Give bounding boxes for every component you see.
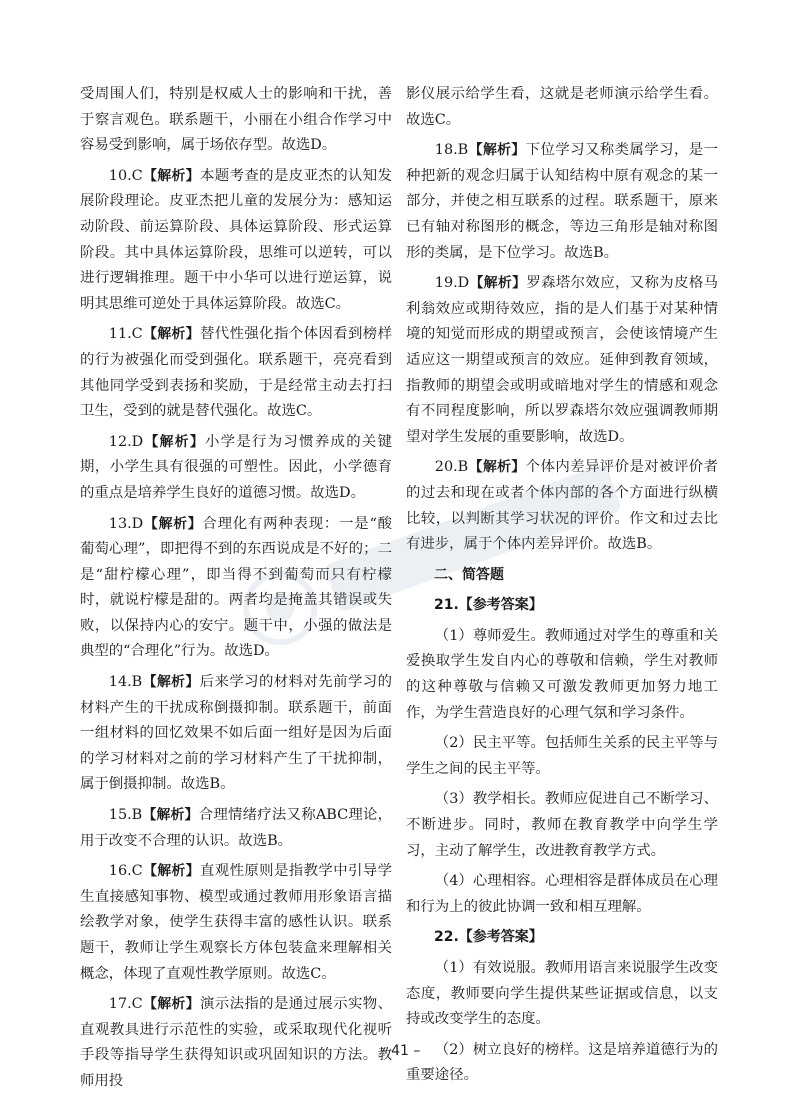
left-column — [80, 82, 392, 1100]
analysis-tag: 【解析】 — [469, 275, 527, 292]
explanation-text: 直观性原则是指教学中引导学生直接感知事物、模型或通过教师用形象语言描绘教学对象，使学生获得丰富的感性认识。联系题干，教师让学生观察长方体包装盒来理解相关概念，体现了直观性教学原则。故选C。 — [80, 863, 393, 982]
analysis-tag: 【解析】 — [142, 167, 200, 184]
question-number: 13.D — [108, 515, 144, 532]
answer-explanation — [80, 859, 392, 987]
question-number: 18.B — [434, 142, 469, 159]
explanation-text: 合理化有两种表现：一是“酸葡萄心理”，即把得不到的东西说成是不好的；二是“甜柠檬心理”，即当得不到葡萄而只有柠檬时，就说柠檬是甜的。两者均是掩盖其错误或失败，以保持内心的安宁。题干中，小强的做法是典型的“合理化”行为。故选D。 — [80, 515, 393, 660]
answer-point: （1）尊师爱生。教师通过对学生的尊重和关爱换取学生发自内心的尊敬和信赖，学生对教师的这种尊敬与信赖又可激发教师更加努力地工作，为学生营造良好的心理气氛和学习条件。 — [406, 627, 718, 721]
answer-point: （1）有效说服。教师用语言来说服学生改变态度，教师要向学生提供某些证据或信息，以支持或改变学生的态度。 — [406, 960, 718, 1028]
right-column — [406, 82, 718, 1094]
analysis-tag: 【解析】 — [143, 433, 205, 450]
section-heading: 21.【参考答案】 — [434, 597, 543, 614]
explanation-text: 演示法指的是通过展示实物、直观教具进行示范性的实验，或采取现代化视听手段等指导学生获得知识或巩固知识的方法。教师用投 — [80, 996, 393, 1089]
section-heading: 二、简答题 — [434, 566, 504, 583]
explanation-text: 罗森塔尔效应，又称为皮格马利翁效应或期待效应，指的是人们基于对某种情境的知觉而形成的期望或预言，会使该情境产生适应这一期望或预言的效应。延伸到教育领域，指教师的期望会或明或暗地对学生的情感和观念有不同程度影响，所以罗森塔尔效应强调教师期望对学生发展的重要影响，故选D。 — [406, 275, 719, 445]
analysis-tag: 【解析】 — [142, 674, 200, 691]
continued-paragraph: 影仪展示给学生看，这就是老师演示给学生看。故选C。 — [406, 86, 718, 128]
answer-point: （2）树立良好的榜样。这是培养道德行为的重要途径。 — [406, 1041, 718, 1084]
continued-paragraph: 受周围人们，特别是权威人士的影响和干扰，善于察言观色。联系题干，小丽在小组合作学习中容易受到影响，属于场依存型。故选D。 — [80, 86, 392, 154]
analysis-tag: 【解析】 — [142, 996, 200, 1013]
answer-explanation — [406, 455, 718, 557]
explanation-text: 小学是行为习惯养成的关键期，小学生具有很强的可塑性。因此，小学德育的重点是培养学生良好的道德习惯。故选D。 — [80, 433, 392, 501]
question-number: 14.B — [108, 674, 143, 691]
explanation-text: 下位学习又称类属学习，是一种把新的观念归属于认知结构中原有观念的某一部分，并使之相互联系的过程。联系题干，原来已有轴对称图形的概念，等边三角形是轴对称图形的类属，是下位学习。故选B。 — [406, 142, 718, 261]
question-number: 19.D — [434, 275, 470, 292]
answer-explanation — [80, 322, 392, 424]
answer-explanation — [80, 803, 392, 854]
explanation-text: 后来学习的材料对先前学习的材料产生的干扰成称倒摄抑制。联系题干，前面一组材料的回忆效果不如后面一组好是因为后面的学习材料对之前的学习材料产生了干扰抑制，属于倒摄抑制。故选B。 — [80, 674, 392, 793]
analysis-tag: 【解析】 — [468, 142, 526, 159]
question-number: 17.C — [108, 996, 143, 1013]
section-heading: 22.【参考答案】 — [434, 929, 543, 946]
explanation-text: 本题考查的是皮亚杰的认知发展阶段理论。皮亚杰把儿童的发展分为：感知运动阶段、前运算阶段、具体运算阶段、形式运算阶段。其中具体运算阶段，思维可以逆转，可以进行逻辑推理。题干中小华可以进行逆运算，说明其思维可逆处于具体运算阶段。故选C。 — [80, 167, 393, 312]
explanation-text: 合理情绪疗法又称ABC理论，用于改变不合理的认识。故选B。 — [80, 807, 392, 849]
question-number: 11.C — [108, 326, 143, 343]
answer-explanation — [406, 138, 718, 266]
explanation-text: 个体内差异评价是对被评价者的过去和现在或者个体内部的各个方面进行纵横比较，以判断其学习状况的评价。作文和过去比有进步，属于个体内差异评价。故选B。 — [406, 459, 718, 553]
question-number: 10.C — [108, 167, 143, 184]
explanation-text: 替代性强化指个体因看到榜样的行为被强化而受到强化。联系题干，亮亮看到其他同学受到表扬和奖励，于是经常主动去打扫卫生，受到的就是替代强化。故选C。 — [80, 326, 393, 420]
question-number: 20.B — [434, 459, 469, 476]
answer-explanation — [80, 164, 392, 318]
question-number: 15.B — [108, 807, 143, 824]
answer-explanation — [406, 271, 718, 450]
analysis-tag: 【解析】 — [468, 459, 526, 476]
page-number: – 41 – — [379, 1043, 421, 1059]
question-number: 12.D — [108, 433, 144, 450]
answer-point: （4）心理相容。心理相容是群体成员在心理和行为上的彼此协调一致和相互理解。 — [406, 873, 718, 915]
answer-point: （2）民主平等。包括师生关系的民主平等与学生之间的民主平等。 — [406, 735, 718, 777]
analysis-tag: 【解析】 — [142, 807, 199, 824]
question-number: 16.C — [108, 863, 143, 880]
analysis-tag: 【解析】 — [142, 326, 200, 343]
answer-explanation — [80, 512, 392, 666]
answer-explanation — [80, 670, 392, 798]
analysis-tag: 【解析】 — [142, 863, 200, 880]
analysis-tag: 【解析】 — [143, 515, 203, 532]
answer-explanation — [80, 430, 392, 507]
answer-point: （3）教学相长。教师应促进自己不断学习、不断进步。同时，教师在教育教学中向学生学习，主动了解学生，改进教育教学方式。 — [406, 791, 718, 859]
